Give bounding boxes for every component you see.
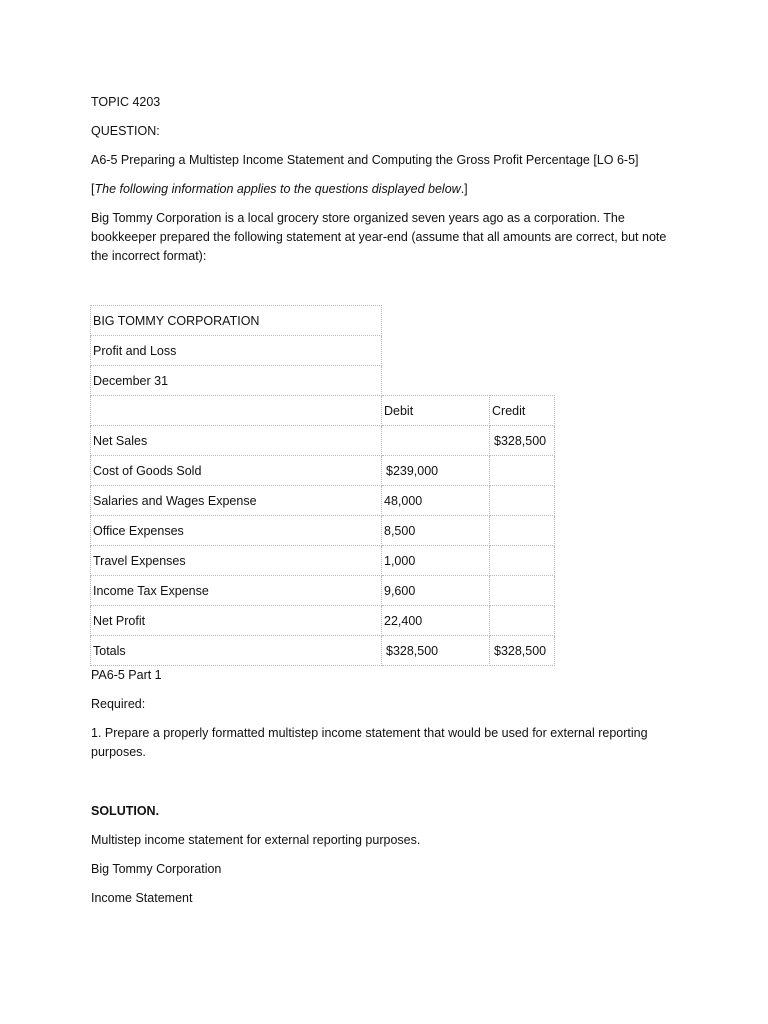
credit-header: Credit: [490, 396, 555, 426]
row-debit: 8,500: [382, 516, 490, 546]
debit-header: Debit: [382, 396, 490, 426]
report-name-cell: Profit and Loss: [91, 336, 382, 366]
intro-paragraph: Big Tommy Corporation is a local grocery store organized seven years ago as a corporation. The bookkeeper prepared the following statement at year-end (assume that all amounts are correct, but note the incorrect format):: [91, 211, 667, 263]
row-label: Office Expenses: [91, 516, 382, 546]
row-label: Totals: [91, 636, 382, 666]
row-label: Net Sales: [91, 426, 382, 456]
solution-statement-title: Income Statement: [91, 891, 193, 905]
table-row: [91, 426, 555, 456]
required-label: Required:: [91, 697, 146, 711]
table-row: [91, 456, 555, 486]
solution-label: SOLUTION.: [91, 804, 160, 818]
table-row: [91, 306, 555, 336]
row-label: Cost of Goods Sold: [91, 456, 382, 486]
row-credit: [490, 456, 555, 486]
row-debit: $239,000: [382, 456, 490, 486]
row-debit: 22,400: [382, 606, 490, 636]
company-name-cell: BIG TOMMY CORPORATION: [91, 306, 382, 336]
solution-intro: Multistep income statement for external reporting purposes.: [91, 833, 421, 847]
row-credit: [490, 576, 555, 606]
applies-note-open: [: [91, 182, 95, 196]
table-row: [91, 606, 555, 636]
table-row: [91, 486, 555, 516]
table-totals-row: [91, 636, 555, 666]
table-row: [91, 366, 555, 396]
row-credit: [490, 546, 555, 576]
problem-title: A6-5 Preparing a Multistep Income Statement and Computing the Gross Profit Percentage [LO 6-5]: [91, 153, 639, 167]
row-credit: [490, 516, 555, 546]
table-header-row: [91, 396, 555, 426]
requirement-1: 1. Prepare a properly formatted multistep income statement that would be used for external reporting purposes.: [91, 726, 648, 759]
part-label: PA6-5 Part 1: [91, 668, 162, 682]
row-credit: $328,500: [490, 426, 555, 456]
topic-heading: TOPIC 4203: [91, 95, 161, 109]
row-label: Salaries and Wages Expense: [91, 486, 382, 516]
applies-note-text: The following information applies to the questions displayed below: [94, 182, 461, 196]
question-label: QUESTION:: [91, 124, 160, 138]
row-credit: [490, 486, 555, 516]
row-debit: 1,000: [382, 546, 490, 576]
applies-note-close: .]: [460, 182, 468, 196]
table-row: [91, 336, 555, 366]
row-credit: [490, 606, 555, 636]
report-date-cell: December 31: [91, 366, 382, 396]
applies-note: [91, 180, 468, 199]
row-debit: 48,000: [382, 486, 490, 516]
row-debit: 9,600: [382, 576, 490, 606]
row-label: Income Tax Expense: [91, 576, 382, 606]
row-debit: [382, 426, 490, 456]
table-row: [91, 576, 555, 606]
row-credit: $328,500: [490, 636, 555, 666]
row-debit: $328,500: [382, 636, 490, 666]
table-row: [91, 546, 555, 576]
row-label: Travel Expenses: [91, 546, 382, 576]
row-label: Net Profit: [91, 606, 382, 636]
solution-company: Big Tommy Corporation: [91, 862, 222, 876]
table-row: [91, 516, 555, 546]
profit-and-loss-table: [90, 305, 555, 666]
